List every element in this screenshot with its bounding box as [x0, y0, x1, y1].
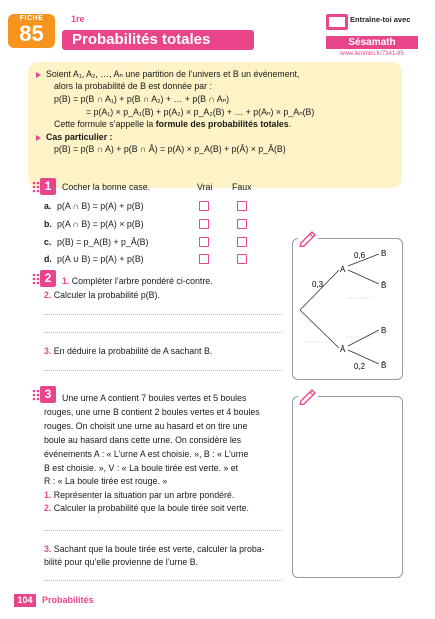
tree-branch-A-notB: [348, 270, 379, 284]
tree-node-notA: Ā: [340, 345, 346, 354]
ex3-intro-line: R : « La boule tirée est rouge. »: [44, 476, 168, 486]
checkbox-true-d[interactable]: [199, 254, 209, 264]
tree-weight-B-given-notA: 0,2: [354, 362, 366, 371]
fiche-number: 85: [19, 21, 44, 46]
ex1-item-d-label: d.: [44, 254, 52, 264]
ex1-col-true: Vrai: [197, 182, 213, 192]
exercise-3-badge: [32, 386, 56, 403]
exercise-3-number: 3: [40, 386, 56, 403]
checkbox-true-c[interactable]: [199, 237, 209, 247]
special-case-label: Cas particulier :: [46, 132, 113, 142]
bullet-icon: [36, 135, 41, 141]
pencil-icon: [298, 387, 318, 405]
checkbox-false-c[interactable]: [237, 237, 247, 247]
tree-leaf-B-1: B: [381, 249, 387, 258]
dots-icon: [32, 273, 40, 285]
course-line-5-post: .: [288, 119, 292, 129]
ex3-intro-line: boule au hasard dans cette urne. On considère les: [44, 435, 242, 445]
fiche-badge: [8, 14, 55, 48]
ex2-q3: [44, 345, 212, 357]
ex1-item-a-text: p(A ∩ B) = p(A) + p(B): [57, 201, 144, 211]
level-label: 1re: [71, 14, 85, 24]
course-formula-1: p(B) = p(B ∩ A₁) + p(B ∩ A₂) + … + p(B ∩ Aₙ): [54, 94, 230, 104]
answer-line[interactable]: [44, 314, 282, 315]
drawing-box[interactable]: [292, 396, 403, 578]
ex3-intro-line: Une urne A contient 7 boules vertes et 5 boules: [62, 393, 247, 403]
exercise-1-badge: [32, 178, 56, 195]
answer-line[interactable]: [44, 370, 282, 371]
tree-leaf-notB-1: B̄: [381, 281, 387, 290]
ex3-q1: [44, 489, 234, 501]
tree-branch-notA-B: [348, 330, 379, 346]
ex3-intro-line: B est choisie. », V : « La boule tirée est verte. » et: [44, 463, 239, 473]
ex3-q2: [44, 502, 249, 514]
checkbox-false-b[interactable]: [237, 219, 247, 229]
course-line-1: Soient A₁, A₂, …, Aₙ une partition de l’univers et B un événement,: [46, 69, 300, 79]
tree-leaf-notB-2: B̄: [381, 361, 387, 370]
ex1-instruction: Cocher la bonne case.: [62, 182, 151, 192]
ex2-q2-num: 2.: [44, 290, 52, 300]
dots-icon: [32, 181, 40, 193]
course-formula-2: = p(A₁) × p_A₁(B) + p(A₂) × p_A₂(B) + … + p(Aₙ) × p_Aₙ(B): [86, 107, 315, 117]
page-number: 104: [14, 594, 36, 607]
ex1-item-d-text: p(A ∪ B) = p(A) + p(B): [57, 254, 144, 264]
tree-node-A: A: [340, 265, 346, 274]
ex2-q2: [44, 289, 160, 301]
sesamath-cta: Entraîne-toi avec: [350, 15, 411, 24]
answer-line[interactable]: [44, 530, 282, 531]
formula-name: formule des probabilités totales: [155, 119, 289, 129]
tree-weight-B-given-A: 0,6: [354, 251, 366, 260]
sesamath-link[interactable]: [326, 14, 418, 60]
bullet-icon: [36, 72, 41, 78]
ex1-item-c-label: c.: [44, 237, 52, 247]
ex1-item-b-text: p(A ∩ B) = p(A) × p(B): [57, 219, 144, 229]
ex3-q3-line1: [44, 543, 265, 555]
checkbox-false-d[interactable]: [237, 254, 247, 264]
sesamath-logo: Sésamath: [326, 36, 418, 49]
ex1-item-a-label: a.: [44, 201, 52, 211]
ex3-q1-text: Représenter la situation par un arbre pondéré.: [53, 490, 235, 500]
sesamath-url[interactable]: www.lienmini.fr/7341-85: [340, 51, 404, 57]
ex2-q2-text: Calculer la probabilité p(B).: [53, 290, 160, 300]
probability-tree: [292, 238, 403, 380]
ex1-item-c-text: p(B) = p_A(B) + p_Ā(B): [57, 237, 149, 247]
special-case-formula: p(B) = p(B ∩ A) + p(B ∩ Ā) = p(A) × p_A(B) + p(Ā) × p_Ā(B): [54, 144, 286, 154]
ex2-q1-text: Compléter l’arbre pondéré ci-contre.: [71, 276, 213, 286]
ex2-q3-text: En déduire la probabilité de A sachant B.: [53, 346, 213, 356]
ex3-q3-line2: bilité pour qu’elle provienne de l’urne B.: [44, 557, 199, 567]
tree-weight-A: 0,3: [312, 280, 324, 289]
page-title: Probabilités totales: [72, 31, 211, 48]
exercise-1-number: 1: [40, 178, 56, 195]
ex3-q1-num: 1.: [44, 490, 52, 500]
answer-line[interactable]: [44, 332, 282, 333]
ex3-intro-line: événements A : « L’urne A est choisie. », B : « L’urne: [44, 449, 249, 459]
ex2-q1-num: 1.: [62, 276, 70, 286]
tree-leaf-B-2: B: [381, 326, 387, 335]
ex3-q3-text-1: Sachant que la boule tirée est verte, calculer la proba-: [53, 544, 265, 554]
fiche-label: FICHE: [19, 15, 44, 22]
ex2-q1: [62, 275, 213, 287]
course-line-5: [54, 118, 291, 130]
ex1-col-false: Faux: [232, 182, 252, 192]
ex3-q3-num: 3.: [44, 544, 52, 554]
dots-icon: [32, 389, 40, 401]
tree-branch-A: [300, 270, 339, 310]
ex1-item-b-label: b.: [44, 219, 52, 229]
ex3-intro-line: rouges. On choisit une urne au hasard et on tire une: [44, 421, 248, 431]
ex3-intro-line: rouges, une urne B contient 2 boules vertes et 4 boules: [44, 407, 260, 417]
answer-line[interactable]: [44, 580, 282, 581]
checkbox-true-a[interactable]: [199, 201, 209, 211]
exercise-2-number: 2: [40, 270, 56, 287]
course-line-5-pre: Cette formule s’appelle la: [54, 119, 156, 129]
ex3-q2-num: 2.: [44, 503, 52, 513]
checkbox-false-a[interactable]: [237, 201, 247, 211]
screen-icon: [326, 14, 348, 30]
ex3-q2-text: Calculer la probabilité que la boule tirée soit verte.: [53, 503, 249, 513]
checkbox-true-b[interactable]: [199, 219, 209, 229]
exercise-2-badge: [32, 270, 56, 287]
footer-section: Probabilités: [42, 595, 94, 605]
ex2-q3-num: 3.: [44, 346, 52, 356]
course-line-2: alors la probabilité de B est donnée par :: [54, 81, 212, 91]
